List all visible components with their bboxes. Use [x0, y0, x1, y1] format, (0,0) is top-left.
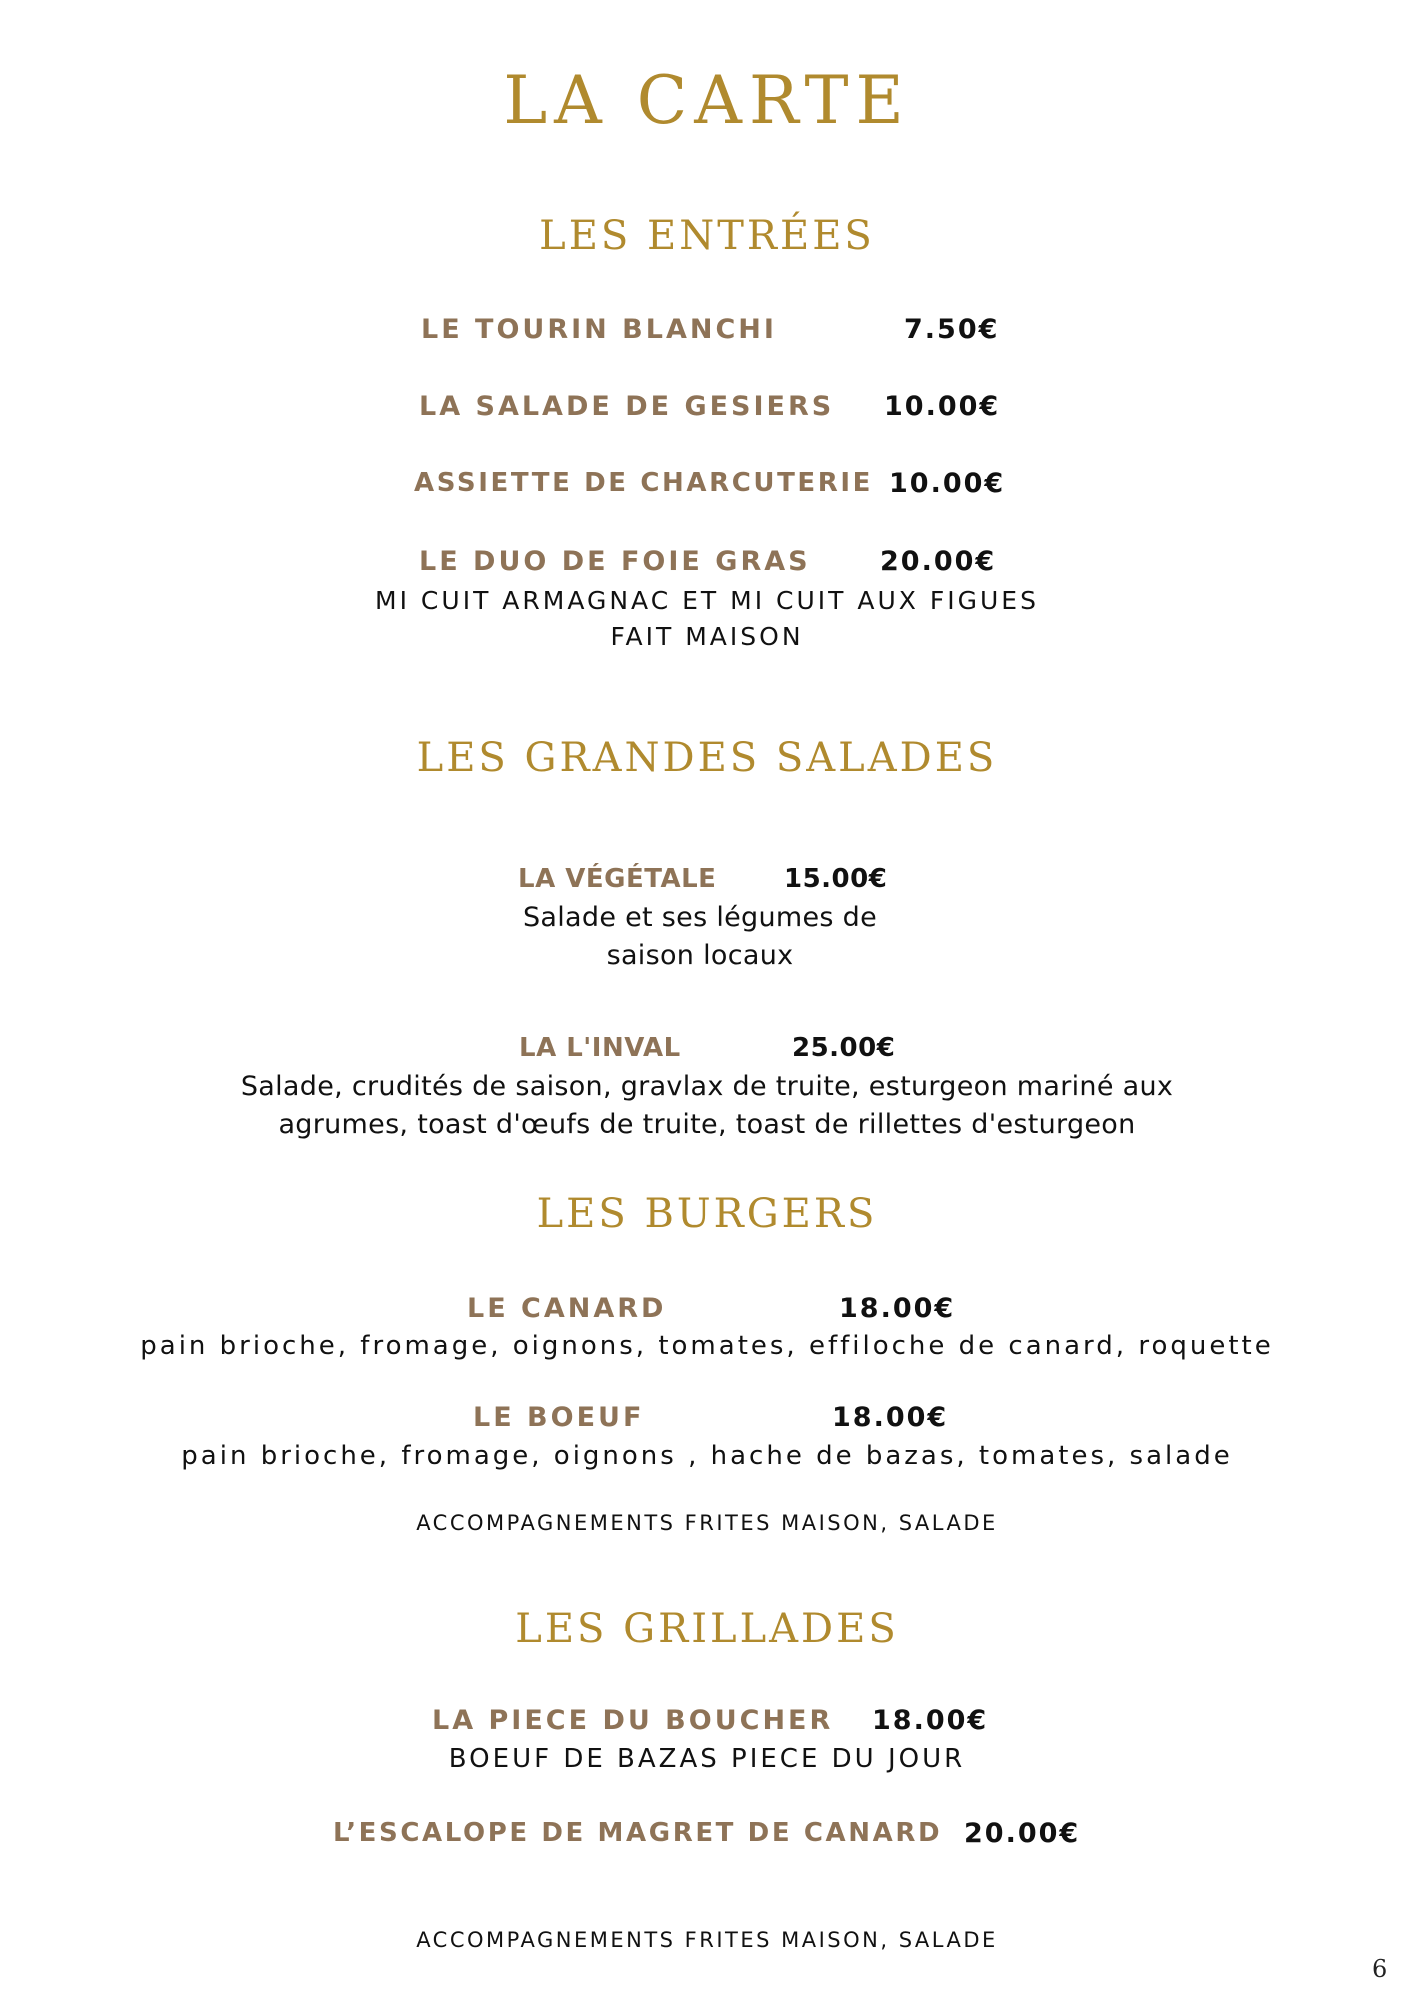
menu-item-price: 25.00€: [792, 1033, 896, 1063]
menu-item-price: 15.00€: [784, 864, 888, 894]
menu-item-price: 18.00€: [832, 1402, 949, 1433]
menu-item-name: L’ESCALOPE DE MAGRET DE CANARD: [333, 1818, 943, 1848]
section-heading-grillades: LES GRILLADES: [515, 1606, 899, 1652]
menu-item-price: 18.00€: [872, 1705, 989, 1736]
accompaniments-note: ACCOMPAGNEMENTS FRITES MAISON, SALADE: [416, 1511, 998, 1535]
menu-item-name: LE CANARD: [467, 1293, 667, 1324]
menu-item-description: Salade, crudités de saison, gravlax de truite, esturgeon mariné aux: [240, 1071, 1174, 1102]
menu-item-name: LE TOURIN BLANCHI: [421, 314, 777, 345]
section-heading-entrees: LES ENTRÉES: [539, 213, 875, 259]
menu-item-name: ASSIETTE DE CHARCUTERIE: [414, 468, 874, 498]
menu-item-description: saison locaux: [606, 940, 794, 971]
menu-item-price: 18.00€: [839, 1293, 956, 1324]
page-number: 6: [1372, 1955, 1388, 1983]
menu-item-description: FAIT MAISON: [610, 622, 804, 651]
section-heading-burgers: LES BURGERS: [536, 1191, 878, 1237]
menu-item-name: LA L'INVAL: [519, 1033, 681, 1063]
section-heading-salades: LES GRANDES SALADES: [416, 735, 998, 781]
menu-item-price: 10.00€: [884, 391, 1001, 422]
menu-item-name: LA SALADE DE GESIERS: [419, 391, 835, 422]
menu-item-name: LE DUO DE FOIE GRAS: [419, 546, 811, 577]
page-title: LA CARTE: [503, 62, 911, 139]
menu-item-description: agrumes, toast d'œufs de truite, toast de rillettes d'esturgeon: [278, 1109, 1136, 1140]
menu-item-price: 7.50€: [904, 314, 1000, 345]
accompaniments-note: ACCOMPAGNEMENTS FRITES MAISON, SALADE: [416, 1928, 998, 1952]
menu-item-description: pain brioche, fromage, oignons, tomates, effiloche de canard, roquette: [140, 1331, 1274, 1361]
menu-item-price: 20.00€: [880, 546, 997, 577]
menu-item-description: Salade et ses légumes de: [522, 902, 878, 933]
menu-item-name: LA PIECE DU BOUCHER: [432, 1705, 834, 1736]
menu-item-description: MI CUIT ARMAGNAC ET MI CUIT AUX FIGUES: [375, 586, 1039, 615]
menu-item-price: 20.00€: [964, 1818, 1081, 1849]
menu-item-name: LE BOEUF: [473, 1402, 645, 1433]
menu-item-name: LA VÉGÉTALE: [518, 864, 717, 894]
menu-item-description: BOEUF DE BAZAS PIECE DU JOUR: [448, 1744, 966, 1774]
menu-item-description: pain brioche, fromage, oignons , hache de bazas, tomates, salade: [181, 1441, 1233, 1471]
menu-item-price: 10.00€: [889, 468, 1006, 499]
